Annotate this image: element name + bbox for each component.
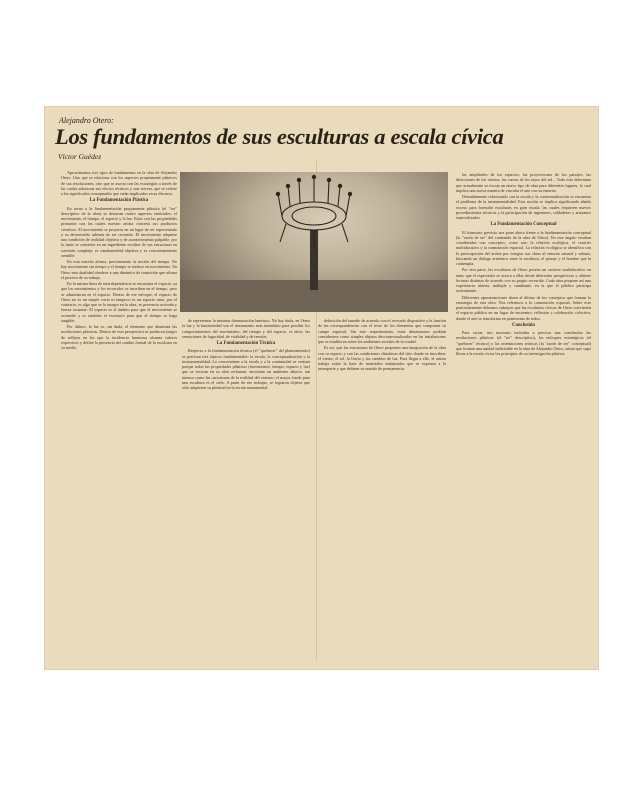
paragraph: las amplitudes de los espacios, las proyecciones de los paisajes, las direcciones de los vientos, las curvas de los rayos del sol... Todo esto determina que actualmente se escoja un nuevo tipo de obra para diferentes lugares, lo cual implica una nueva manera de vincular el arte con su entorno.	[456, 172, 591, 193]
article-author: Víctor Guédez	[58, 152, 102, 161]
column-2	[182, 318, 310, 658]
paragraph: En torno a la fundamentación propiamente plástica (el "ser" descriptivo de la obra) se destacan cuatro aspectos esenciales: el movimiento, el tiempo, el espacio y la luz. Estas son las propiedades primarias con las cuales nuestro artista concreta sus productos creativos. El movimiento se proyecta en un lugar de ser representado y su desenvuelto además de ser recreado. El movimiento adquiere una condición de realidad objetiva y de acontecimiento palpable, por lo tanto se convierte en un ingrediente escultor de sus estructuras en sucesión compleja, es simultaneidad objetiva y es concatenamiento sensible.	[61, 205, 177, 258]
column-1	[61, 170, 177, 660]
section-heading: Conclusión	[512, 322, 535, 328]
section-heading: La Fundamentación Plástica	[89, 198, 149, 204]
paragraph: de representar la máxima dinamización lumínica. No hay duda, en Otero la luz y la luminosidad son el instrumento más inmediato para percibir los comportamientos del movimiento, del tiempo y del espacio, es decir, las sensaciones de fugacidad, de vitalidad y de tensión.	[182, 318, 310, 339]
paragraph: Aproximarnos tres tipos de fundamentos en la obra de Alejandro Otero. Uno que se relaciona con los aspectos propiamente plásticos de sus resoluciones, otro que se asocia con las estrategias a través de las cuales soluciona sus efectos técnicos y una tercera, que se refiere a las significados conceptuales que están implicados en su discurso.	[61, 170, 177, 196]
article-kicker: Alejandro Otero:	[59, 116, 114, 125]
paragraph: Respecto a la fundamentación técnica (el "quehacer" del planteamiento) se precisan tres tópicos fundamentales: la escala, la conceptualización y la instrumentalidad. Lo concerniente a la escala y a la continuidad se centran porque todas las propiedades plásticas (movimiento, tiempo, espacio y luz) que se recrean en su obra reclaman, necesitan un ambiente abierto, tan intenso como las caricaturas de la realidad del entorno: el mayor fondo para una escultura es el cielo. A partir de ese enfoque, se lograron objetos que sólo adquieren su plenitud en la escala monumental.	[182, 348, 310, 390]
section-heading: La Fundamentación Técnica	[216, 341, 276, 346]
column-3	[318, 318, 446, 658]
paragraph: Para cerrar, tres nociones incluidas a precisar una conclusión: las resoluciones plásticas (el "ser" descriptivo), los enfoques estratégicos (el "quehacer" técnico) y las orientaciones teóricas (la "razón de ser" conceptual) que forman una unidad indivisible en la obra de Alejandro Otero, artista que supo llevar a la escala cívica los principios de su investigación plástica.	[456, 330, 591, 356]
section-heading: La Fundamentación Conceptual	[490, 222, 557, 228]
paragraph: En esta marcha afirma, precisamente, la noción del tiempo. No hay movimiento sin tiempo y el tiempo se traduce en movimiento. En Otero esta dualidad obedece a una dinámica de transición que afirma el proceso de su trabajo.	[61, 259, 177, 280]
paragraph: El itinerario previsto nos pone ahora frente a la fundamentación conceptual (la "razón de ser" del contenido de la obra de Otero). En este ángulo resaltan coordenadas con conceptos, como son: la relación ecológica, el carácter multiducativo y la connotación espacial. La relación ecológica se identifica con la preocupación del artista por integrar sus obras al entorno natural y urbano, buscando un diálogo armónico entre la escultura, el paisaje y el hombre que la contempla.	[456, 229, 591, 266]
paragraph: Por último, la luz es, sin duda, el elemento que dinamiza las resoluciones plásticas. Dentro de esta perspectiva se producen juegos de reflejos en los que la incidencia luminosa alcanza valores expresivos y define la presencia del cambio formal de la escultura en su medio.	[61, 324, 177, 350]
column-4	[456, 172, 591, 662]
paragraph: definición del tamaño de acuerdo con el revisado dispositivo y la función de las correspondencias con el resto de los elementos que componen su campo espacial. Sin este requerimiento, estas dimensiones podrían considerarse como simples objetos descontextualizados en las instalaciones que se establecen sobre los ambientes sociales de la ciudad.	[318, 318, 446, 344]
paragraph: Es así, que las estructuras de Otero proponen una integración de la obra con su espacio y con las condiciones climáticas del sitio donde se inscriben: el viento, el sol, la lluvia y los cambios de luz. Para llegar a ello, el artista trabaja sobre la base de materiales industriales que se exponen a la intemperie y que definen su sentido de permanencia.	[318, 345, 446, 372]
paragraph: Detenidamente relacionado con la escala y la contextualización se encuentra el problema de la instrumentalidad. Esta noción se implica significando añadir exceso para formular esculturas en gran escala, las cuales requieren nuevos procedimientos técnicos y la participación de ingenieros, soldadores y artesanos especializados.	[456, 194, 591, 220]
article-title: Los fundamentos de sus esculturas a escala cívica	[55, 124, 504, 149]
paragraph: En la misma línea de interdependencia se encuentra el espacio, ya que los movimientos y los recorridos se inscriben en el tiempo, pero se administran en el espacio. Dentro de ese enfoque, el espacio de Otero no es un simple vacío ni tampoco es un soporte vano, por el contrario, es algo que se lo integra en la obra, es presencia activada y fuerza actuante. El espacio es el ámbito para que el movimiento se acomode y es también el escenario para que el tiempo se haga tangible.	[61, 281, 177, 323]
paragraph: Por otra parte, las esculturas de Otero poseen un carácter multiducativo en tanto que el espectador se acerca a ellas desde diferentes perspectivas y obtiene lecturas distintas de acuerdo con su propio recorrido. Cada obra propone así una experiencia abierta, múltiple y cambiante, en la que el público participa activamente.	[456, 267, 591, 294]
sculpture-photo	[180, 172, 448, 312]
paragraph: Diferentes aproximaciones abren al último de los conceptos que forman la estrategia de esta obra. Nos referimos a la connotación espacial. Sobre esto particularmente debemos subrayar que las esculturas cívicas de Otero convierten el espacio público en un lugar de encuentro, reflexión y celebración colectiva, donde el arte se transforma en patrimonio de todos.	[456, 294, 591, 321]
